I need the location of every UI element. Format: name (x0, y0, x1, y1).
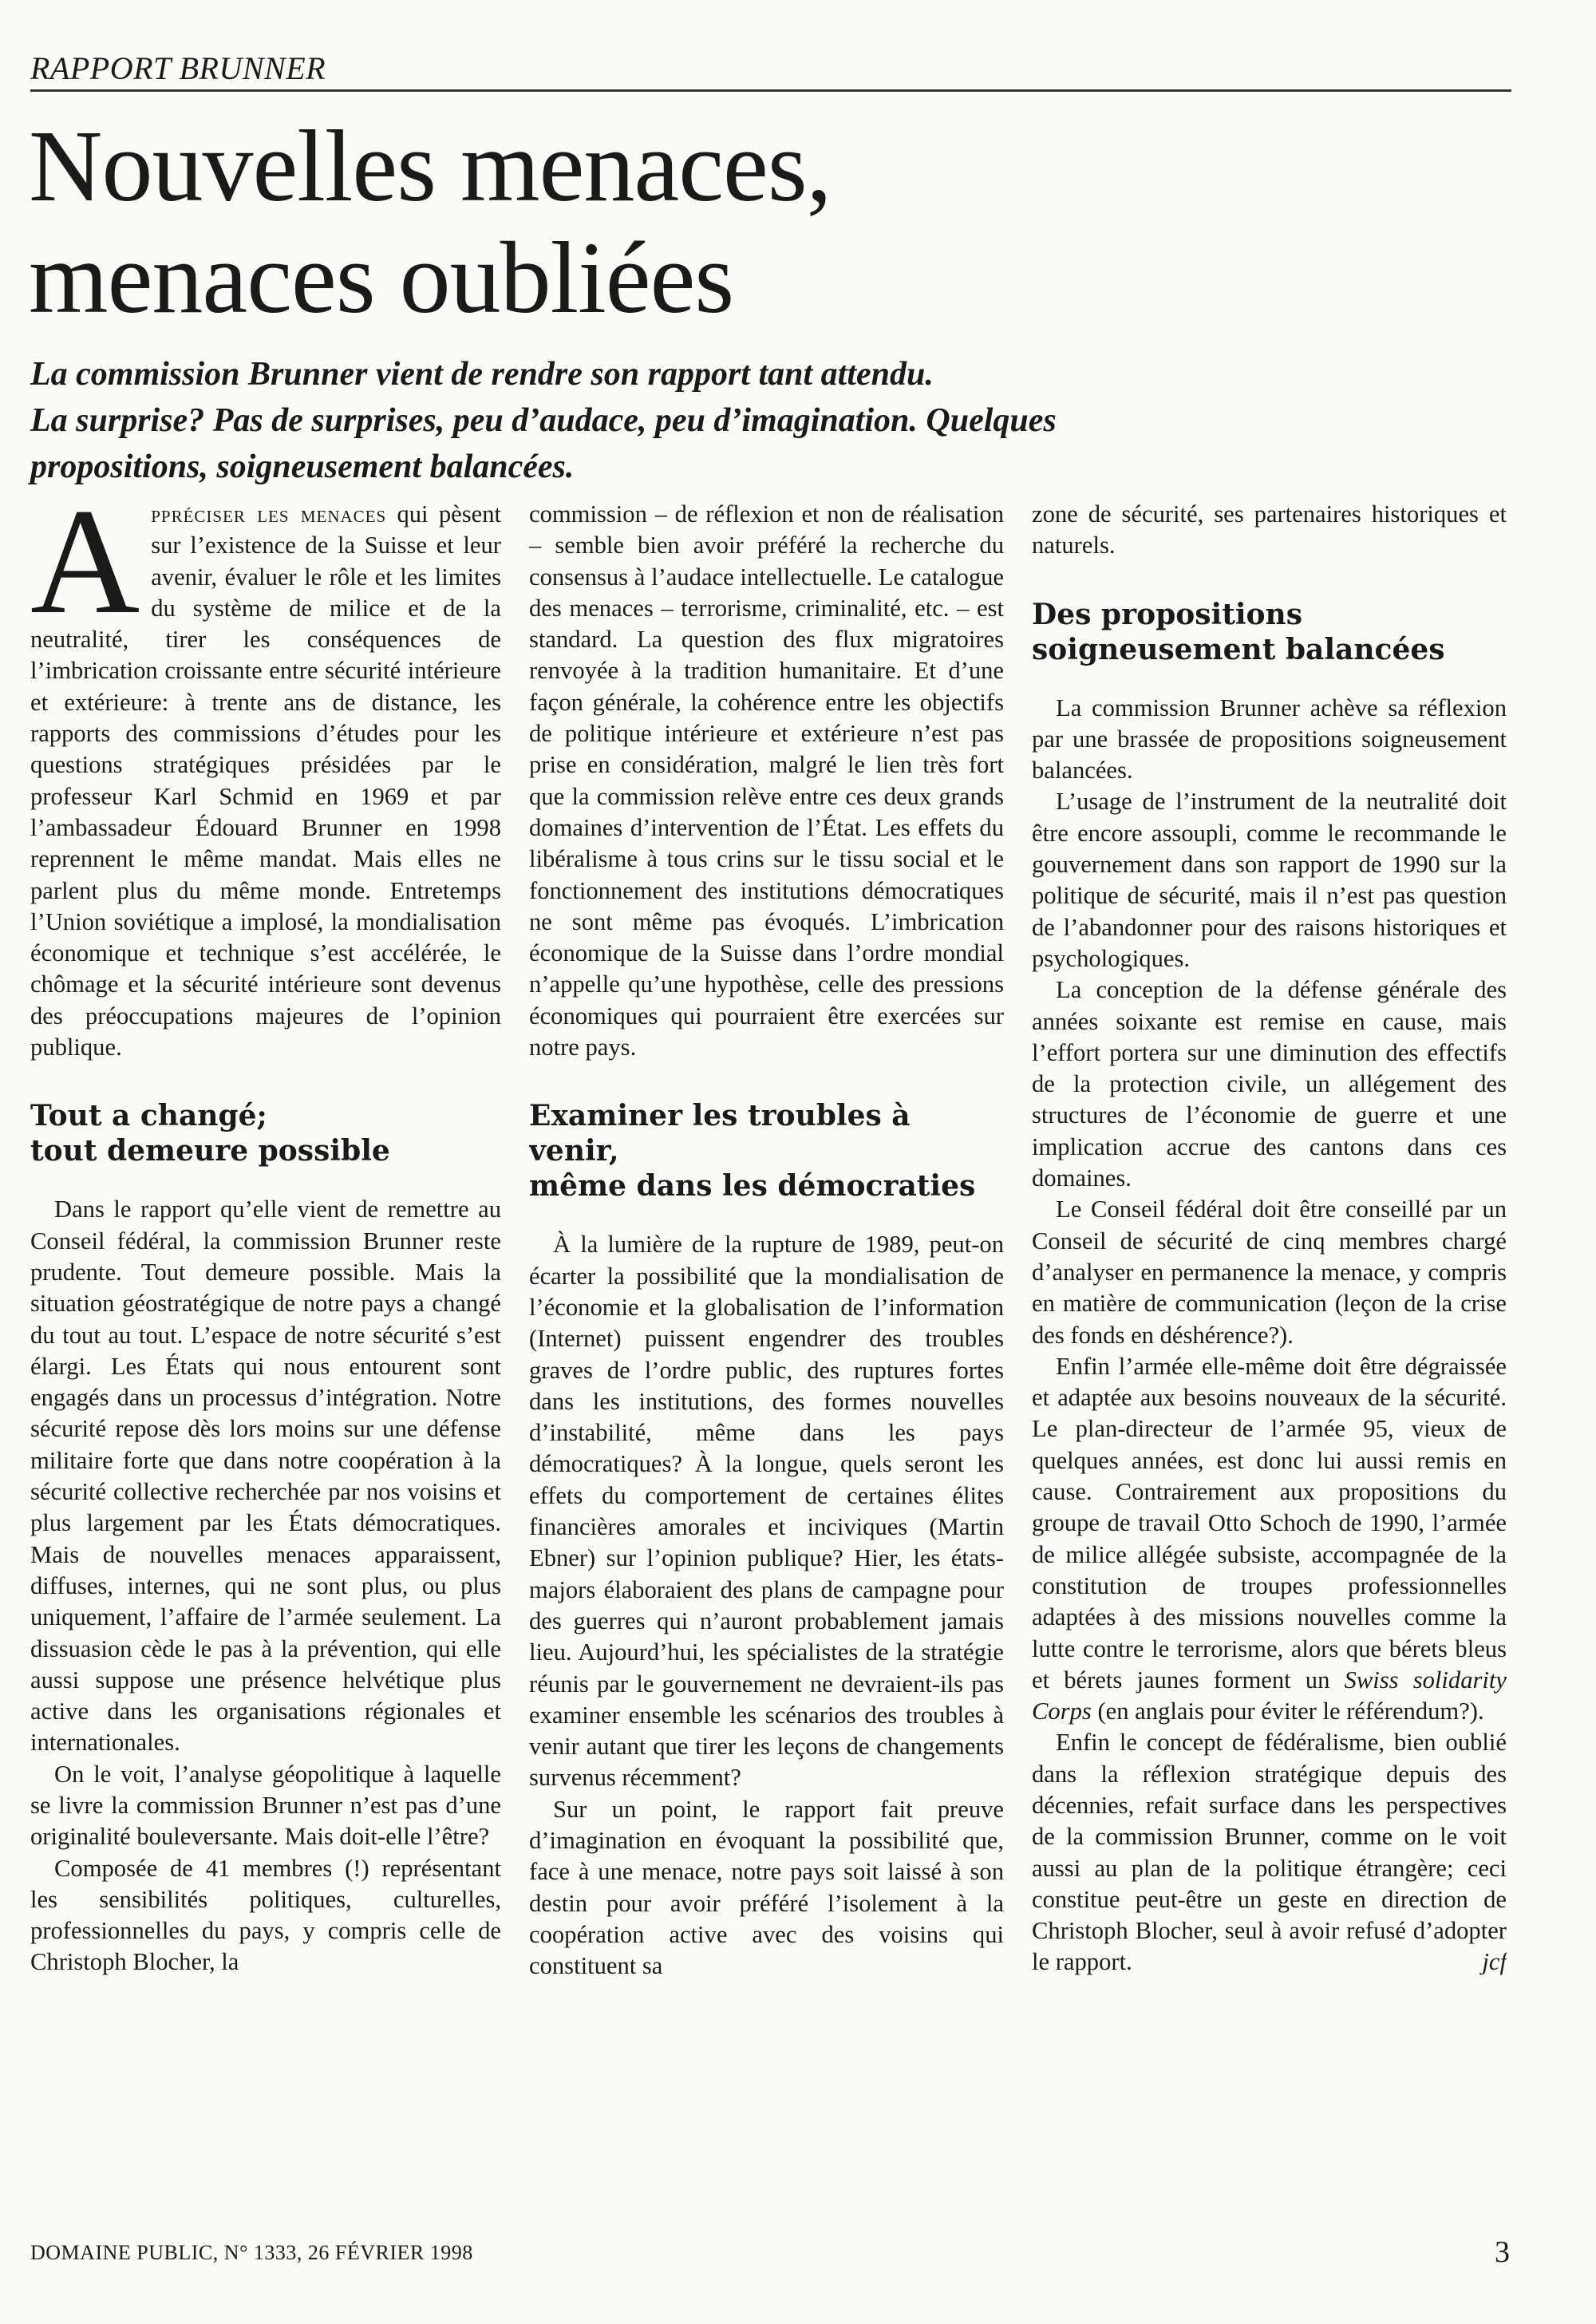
column-1 (30, 499, 501, 2183)
intro-text: qui pèsent sur l’existence de la Suisse et leur avenir, évaluer le rôle et les limites du système de milice et de la neutralité, tirer les conséquences de l’imbrication croissante entre sécurité intérieure et extérieure: à trente ans de distance, les rapports des commissions d’études pour les questions stratégiques présidées par le professeur Karl Schmid en 1969 et par l’ambassadeur Édouard Brunner en 1998 reprennent le même mandat. Mais elles ne parlent plus du même monde. Entretemps l’Union soviétique a implosé, la mondialisation économique et technique s’est accélérée, le chômage et la sécurité intérieure sont devenus des préoccupations majeures de l’opinion publique. (30, 500, 501, 1061)
article-lede (30, 351, 1467, 490)
column-3 (1032, 499, 1507, 2183)
author-signature: jcf (1482, 1948, 1507, 1976)
subheading-2-line-1: Examiner les troubles à venir, (529, 1099, 911, 1168)
paragraph: Le Conseil fédéral doit être conseillé par un Conseil de sécurité de cinq membres chargé d’analyser en permanence la menace, y compris en matière de communication (leçon de la crise des fonds en déshérence?). (1032, 1196, 1507, 1349)
subheading-1-line-2: tout demeure possible (30, 1134, 390, 1168)
paragraph (1032, 1351, 1507, 1728)
page-number: 3 (1495, 2235, 1510, 2269)
paragraph: zone de sécurité, ses partenaires historiques et naturels. (1032, 500, 1507, 559)
article-title (29, 110, 1465, 334)
intro-smallcaps: ppréciser les menaces (151, 500, 387, 528)
lede-line-3: propositions, soigneusement balancées. (30, 449, 575, 485)
italic-term: Swiss solidarity Corps (1032, 1666, 1507, 1725)
text-run: (en anglais pour éviter le référendum?). (1091, 1698, 1484, 1725)
column-2 (529, 499, 1004, 2183)
subheading-2 (529, 1098, 1004, 1204)
title-line-2: menaces oubliées (29, 221, 734, 334)
intro-paragraph (30, 499, 501, 1063)
paragraph: L’usage de l’instrument de la neutralité doit être encore assoupli, comme le recommande le gouvernement dans son rapport de 1990 sur la politique de sécurité, mais il n’est pas question de l’abandonner pour des raisons historiques et psychologiques. (1032, 788, 1507, 972)
header-rule (30, 89, 1511, 92)
text-run: Enfin le concept de fédéralisme, bien oublié dans la réflexion stratégique depuis des décennies, refait surface dans les perspectives de la commission Brunner, comme on le voit aussi au plan de la politique étrangère; ceci constitue peut-être un geste en direction de Christoph Blocher, seul à avoir refusé d’adopter le rapport. (1032, 1729, 1507, 1976)
paragraph: Dans le rapport qu’elle vient de remettre au Conseil fédéral, la commission Brunner reste prudente. Tout demeure possible. Mais la situation géostratégique de notre pays a changé du tout au tout. L’espace de notre sécurité s’est élargi. Les États qui nous entourent sont engagés dans un processus d’intégration. Notre sécurité repose dès lors moins sur une défense militaire forte que dans notre coopération à la sécurité collective recherchée par nos voisins et plus largement par les États démocratiques. Mais de nouvelles menaces apparaissent, diffuses, internes, qui ne sont plus, ou plus uniquement, l’affaire de l’armée seulement. La dissuasion cède le pas à la prévention, qui elle aussi suppose une présence helvétique plus active dans les organisations régionales et internationales. (30, 1196, 501, 1757)
paragraph: Sur un point, le rapport fait preuve d’imagination en évoquant la possibilité que, face à une menace, notre pays soit laissé à son destin pour avoir préféré l’isolement à la coopération active avec des voisins qui constituent sa (529, 1795, 1004, 1980)
paragraph (1032, 1727, 1507, 1978)
subheading-2-line-2: même dans les démocraties (529, 1169, 976, 1204)
lede-line-2: La surprise? Pas de surprises, peu d’audace, peu d’imagination. Quelques (30, 402, 1057, 439)
paragraph: On le voit, l’analyse géopolitique à laquelle se livre la commission Brunner n’est pas d’une originalité bouleversante. Mais doit-elle l’être? (30, 1760, 501, 1851)
subheading-3-line-1: Des propositions (1032, 597, 1302, 631)
subheading-1 (30, 1098, 501, 1168)
paragraph: La conception de la défense générale des années soixante est remise en cause, mais l’effort portera sur une diminution des effectifs de la protection civile, un allégement des structures de l’économie de guerre et une implication accrue des cantons dans ces domaines. (1032, 976, 1507, 1192)
subheading-3-line-2: soigneusement balancées (1032, 632, 1445, 666)
lede-line-1: La commission Brunner vient de rendre son rapport tant attendu. (30, 356, 934, 393)
paragraph: La commission Brunner achève sa réflexion par une brassée de propositions soigneusement balancées. (1032, 694, 1507, 785)
paragraph: Composée de 41 membres (!) représentant les sensibilités politiques, culturelles, professionnelles du pays, y compris celle de Christoph Blocher, la (30, 1854, 501, 1976)
title-line-1: Nouvelles menaces, (29, 109, 832, 223)
drop-cap: A (30, 499, 140, 646)
text-run: Enfin l’armée elle-même doit être dégraissée et adaptée aux besoins nouveaux de la sécurité. Le plan-directeur de l’armée 95, vieux de quelques années, est donc lui aussi remis en cause. Contrairement aux propositions du groupe de travail Otto Schoch de 1990, l’armée de milice allégée subsiste, accompagnée de la constitution de troupes professionnelles adaptées à des missions nouvelles comme la lutte contre le terrorisme, alors que bérets bleus et bérets jaunes forment un (1032, 1352, 1507, 1694)
subheading-1-line-1: Tout a changé; (30, 1099, 267, 1133)
subheading-3 (1032, 597, 1507, 667)
section-rubric: RAPPORT BRUNNER (30, 50, 326, 86)
paragraph: À la lumière de la rupture de 1989, peut-on écarter la possibilité que la mondialisation de l’économie et la globalisation de l’information (Internet) puissent engendrer des troubles graves de l’ordre public, des ruptures fortes dans les institutions, des formes nouvelles d’instabilité, même dans les pays démocratiques? À la longue, quels seront les effets du comportement de certaines élites financières amorales et inciviques (Martin Ebner) sur l’opinion publique? Hier, les états-majors élaboraient des plans de campagne pour des guerres qui n’auront probablement jamais lieu. Aujourd’hui, les spécialistes de la stratégie réunis par le gouvernement ne devraient-ils pas examiner ensemble les scénarios des troubles à venir autant que tirer les leçons de changements survenus récemment? (529, 1231, 1004, 1792)
paragraph: commission – de réflexion et non de réalisation – semble bien avoir préféré la recherche du consensus à l’audace intellectuelle. Le catalogue des menaces – terrorisme, criminalité, etc. – est standard. La question des flux migratoires renvoyée à la tradition humanitaire. Et d’une façon générale, la cohérence entre les objectifs de politique intérieure et extérieure n’est pas prise en considération, malgré le lien très fort que la commission relève entre ces deux grands domaines d’intervention de l’État. Les effets du libéralisme à tous crins sur le tissu social et le fonctionnement des institutions démocratiques ne sont même pas évoqués. L’imbrication économique de la Suisse dans l’ordre mondial n’appelle qu’une hypothèse, celle des pressions économiques qui pourraient être exercées sur notre pays. (529, 500, 1004, 1061)
publication-footer: DOMAINE PUBLIC, N° 1333, 26 FÉVRIER 1998 (30, 2241, 473, 2264)
